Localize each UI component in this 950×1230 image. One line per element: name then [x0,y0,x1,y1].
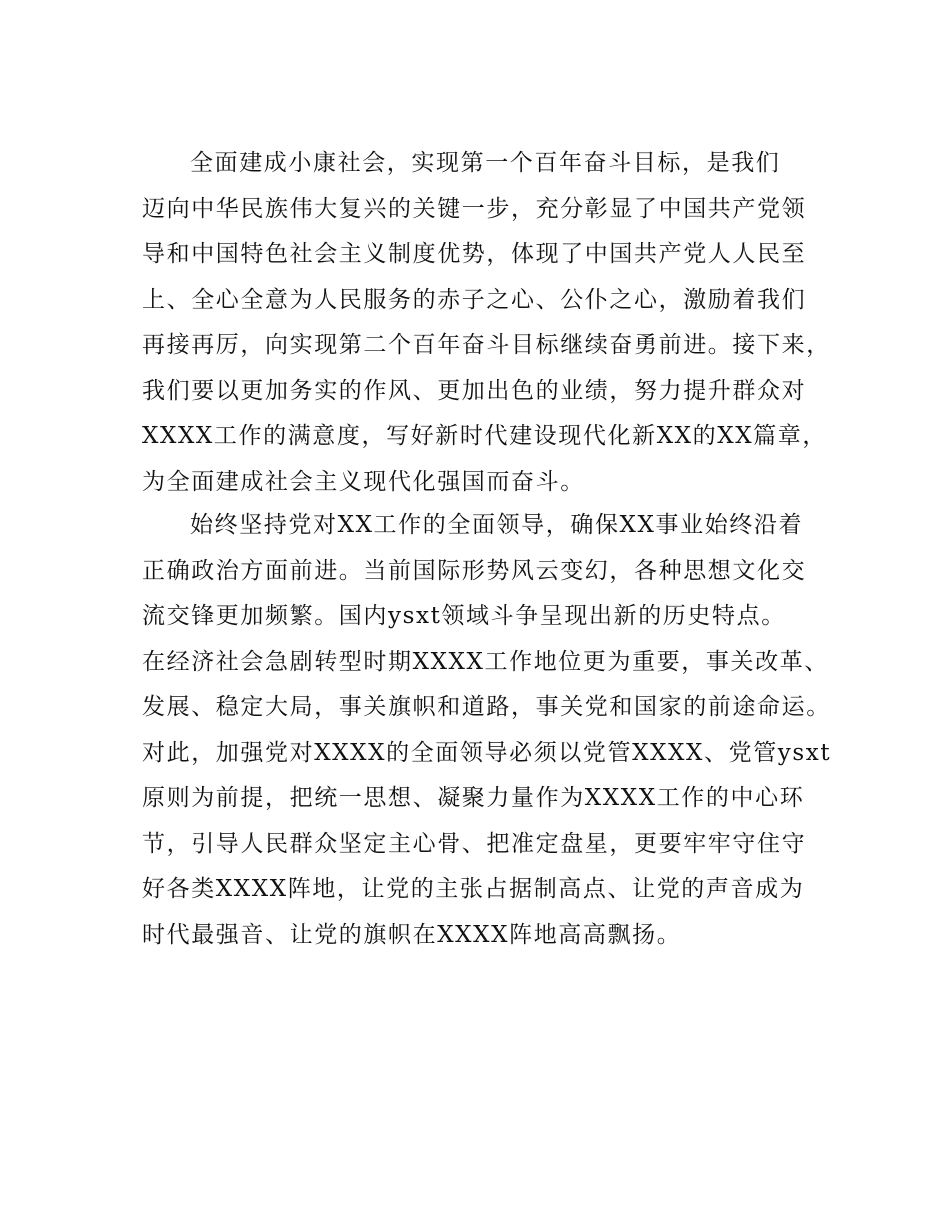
text-line: 发展、稳定大局，事关旗帜和道路，事关党和国家的前途命运。 [142,694,831,720]
text-line: 在经济社会急剧转型时期XXXX工作地位更为重要，事关改革、 [142,648,829,675]
text-line: 流交锋更加频繁。国内ysxt领域斗争呈现出新的历史特点。 [142,603,786,629]
text-line: 原则为前提，把统一思想、凝聚力量作为XXXX工作的中心环 [142,785,805,811]
text-line: 为全面建成社会主义现代化强国而奋斗。 [142,468,585,495]
text-line: 再接再厉，向实现第二个百年奋斗目标继续奋勇前进。接下来， [142,332,831,358]
text-line: 好各类XXXX阵地，让党的主张占据制高点、让党的声音成为 [142,876,805,902]
text-line: 我们要以更加务实的作风、更加出色的业绩，努力提升群众对 [142,377,807,404]
text-line: 全面建成小康社会，实现第一个百年奋斗目标，是我们 [190,150,781,176]
text-line: 迈向中华民族伟大复兴的关键一步，充分彰显了中国共产党领 [142,195,807,222]
paragraph-2 [142,503,842,958]
text-line: 对此，加强党对XXXX的全面领导必须以党管XXXX、党管ysxt [142,739,832,766]
text-line: 导和中国特色社会主义制度优势，体现了中国共产党人人民至 [142,241,807,267]
text-line: 时代最强音、让党的旗帜在XXXX阵地高高飘扬。 [142,921,682,948]
text-line: 节，引导人民群众坚定主心骨、把准定盘星，更要牢牢守住守 [142,830,807,857]
text-line: 上、全心全意为人民服务的赤子之心、公仆之心，激励着我们 [142,286,807,313]
paragraph-1 [142,141,842,505]
text-line: 始终坚持党对XX工作的全面领导，确保XX事业始终沿着 [190,512,804,538]
text-line: 正确政治方面前进。当前国际形势风云变幻，各种思想文化交 [142,557,807,584]
text-line: XXXX工作的满意度，写好新时代建设现代化新XX的XX篇章， [142,423,827,449]
